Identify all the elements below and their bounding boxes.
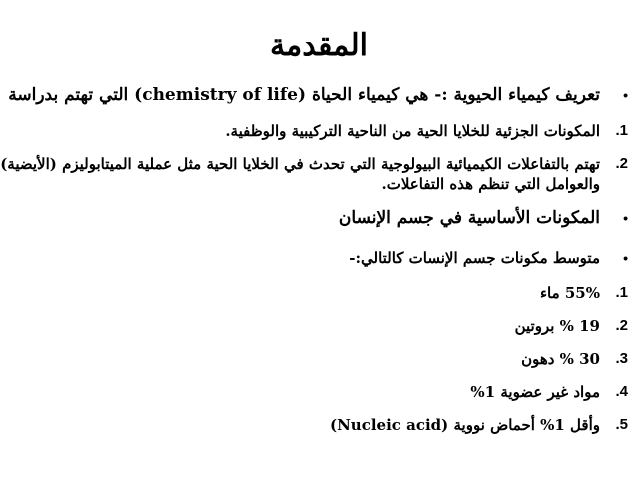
number-marker: 2. [615,155,628,172]
list-item-text: وأقل 1% أحماض نووية (Nucleic acid) [329,416,600,434]
list-item-text: المكونات الأساسية في جسم الإنسان [338,208,600,228]
list-item-text: مواد غير عضوية 1% [470,383,600,401]
bullet-marker: • [623,210,628,226]
list-item-text: المكونات الجزئية للخلايا الحية من الناحية التركيبية والوظفية. [225,122,600,140]
list-item-text: 19 % بروتين [514,317,600,335]
bullet-marker: • [623,250,628,266]
list-item-text: والعوامل التي تنظم هذه التفاعلات. [381,175,600,193]
number-marker: 5. [615,416,628,433]
list-item-text: متوسط مكونات جسم الإنسات كالتالي:- [349,249,600,267]
bullet-marker: • [623,87,628,103]
number-marker: 1. [615,122,628,139]
number-marker: 4. [615,383,628,400]
number-marker: 1. [615,284,628,301]
page-title: المقدمة [270,28,368,63]
list-item-text: 30 % دهون [521,350,600,368]
list-item-text: 55% ماء [539,284,600,302]
list-item-text: تهتم بالتفاعلات الكيميائية البيولوجية التي تحدث في الخلايا الحية مثل عملية الميتابوليزم (الأيضية) [0,155,600,173]
number-marker: 3. [615,350,628,367]
list-item-text: تعريف كيمياء الحيوية :- هي كيمياء الحياة (chemistry of life) التي تهتم بدراسة [8,85,600,105]
number-marker: 2. [615,317,628,334]
